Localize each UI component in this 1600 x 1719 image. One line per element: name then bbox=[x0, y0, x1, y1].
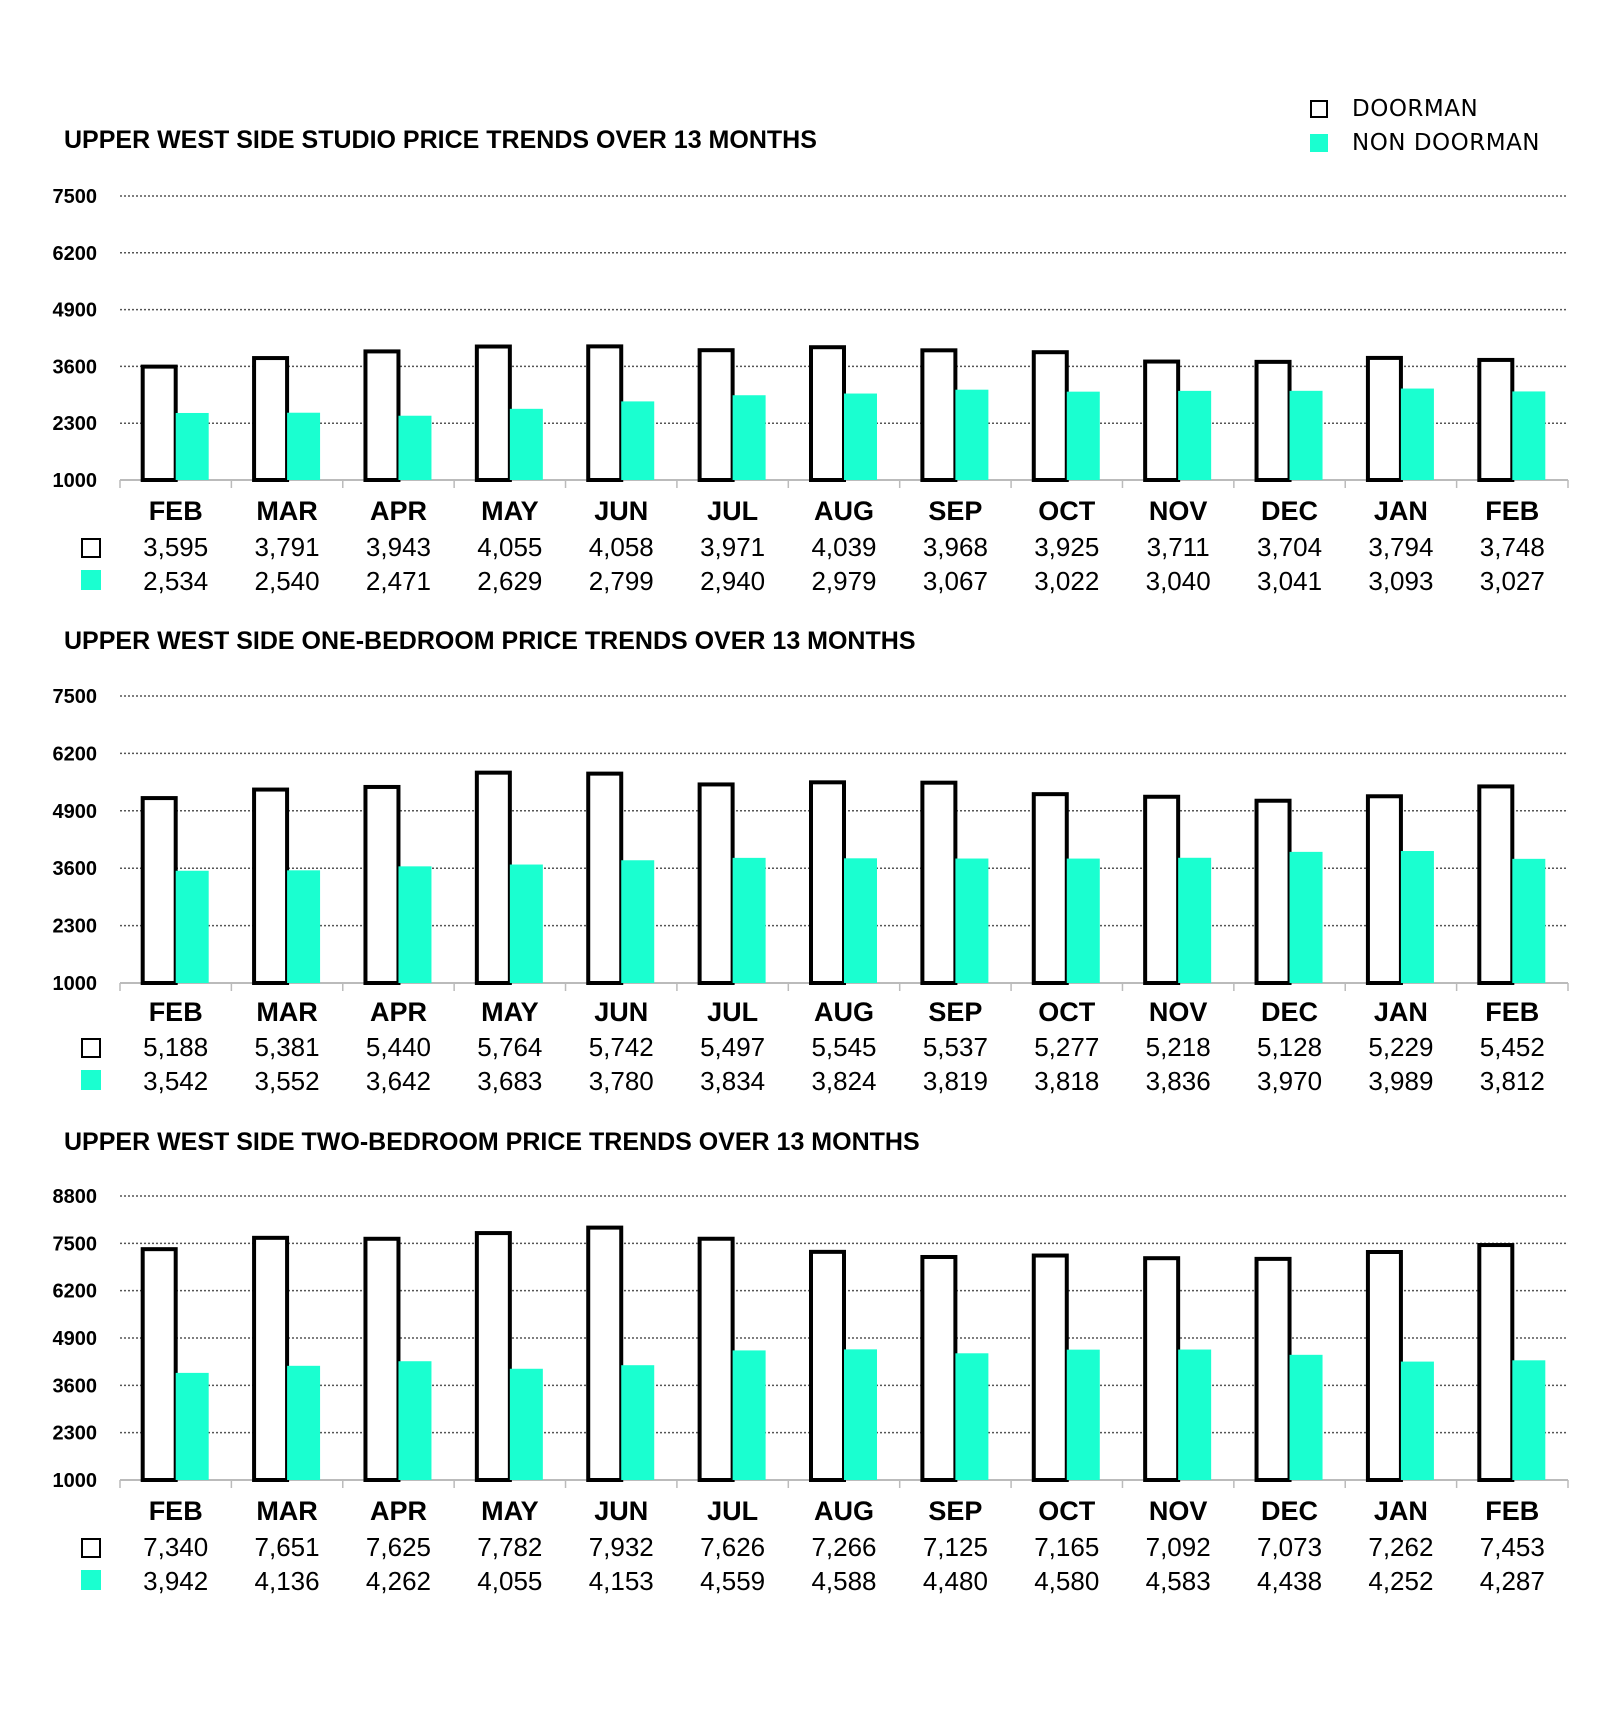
bar-doorman bbox=[1257, 801, 1290, 983]
bar-doorman bbox=[1368, 358, 1401, 480]
value-label-non-doorman: 3,818 bbox=[1034, 1066, 1100, 1096]
value-label-doorman: 5,277 bbox=[1034, 1032, 1100, 1062]
row-marker-doorman-icon bbox=[82, 539, 100, 557]
value-label-non-doorman: 2,471 bbox=[365, 566, 432, 596]
bar-doorman bbox=[365, 351, 398, 480]
value-label-doorman: 7,453 bbox=[1479, 1532, 1545, 1562]
month-label: DEC bbox=[1261, 496, 1319, 526]
bar-doorman bbox=[700, 1239, 733, 1480]
bar-non-doorman bbox=[398, 416, 431, 480]
value-label-non-doorman: 3,542 bbox=[143, 1066, 209, 1096]
value-label-doorman: 5,545 bbox=[811, 1032, 877, 1062]
value-label-doorman: 3,925 bbox=[1034, 532, 1100, 562]
bar-non-doorman bbox=[1067, 1350, 1100, 1480]
bar-doorman bbox=[811, 1252, 844, 1480]
month-label: MAY bbox=[481, 496, 539, 526]
bar-non-doorman bbox=[287, 413, 320, 480]
bar-doorman bbox=[477, 347, 510, 480]
bar-doorman bbox=[1145, 362, 1178, 480]
month-label: FEB bbox=[1485, 1496, 1540, 1526]
value-label-non-doorman: 3,040 bbox=[1145, 566, 1211, 596]
month-label: JAN bbox=[1373, 997, 1428, 1027]
y-tick-label: 6200 bbox=[52, 1280, 97, 1303]
bar-doorman bbox=[477, 773, 510, 983]
bar-doorman bbox=[922, 350, 955, 480]
month-label: MAY bbox=[481, 1496, 539, 1526]
bar-non-doorman bbox=[398, 1361, 431, 1480]
month-label: SEP bbox=[928, 1496, 983, 1526]
bar-doorman bbox=[143, 367, 176, 480]
y-tick-label: 8800 bbox=[52, 1186, 97, 1208]
value-label-non-doorman: 4,580 bbox=[1034, 1566, 1100, 1596]
y-tick-label: 7500 bbox=[52, 1233, 97, 1256]
bar-non-doorman bbox=[1178, 391, 1211, 480]
bar-non-doorman bbox=[176, 1373, 209, 1480]
bar-non-doorman bbox=[844, 858, 877, 983]
value-label-doorman: 5,742 bbox=[588, 1032, 654, 1062]
value-label-non-doorman: 3,041 bbox=[1256, 566, 1323, 596]
y-tick-label: 3600 bbox=[52, 356, 97, 379]
month-label: NOV bbox=[1148, 997, 1208, 1027]
value-label-non-doorman: 3,067 bbox=[922, 566, 988, 596]
bar-doorman bbox=[1257, 362, 1290, 480]
value-label-doorman: 3,748 bbox=[1479, 532, 1545, 562]
value-label-non-doorman: 4,262 bbox=[365, 1566, 432, 1596]
value-label-non-doorman: 4,438 bbox=[1256, 1566, 1323, 1596]
bar-non-doorman bbox=[1290, 1355, 1323, 1480]
y-tick-label: 1000 bbox=[52, 470, 97, 492]
y-tick-label: 4900 bbox=[52, 1328, 97, 1350]
bar-doorman bbox=[254, 1238, 287, 1480]
value-label-non-doorman: 4,153 bbox=[588, 1566, 654, 1596]
value-label-non-doorman: 4,559 bbox=[700, 1566, 766, 1596]
value-label-doorman: 4,058 bbox=[588, 532, 654, 562]
y-tick-label: 3600 bbox=[52, 1375, 97, 1398]
bar-doorman bbox=[588, 774, 621, 983]
bar-non-doorman bbox=[955, 1353, 988, 1480]
value-label-non-doorman: 3,942 bbox=[143, 1566, 209, 1596]
value-label-doorman: 5,537 bbox=[922, 1032, 988, 1062]
value-label-doorman: 3,595 bbox=[143, 532, 209, 562]
row-marker-non-doorman-icon bbox=[81, 570, 101, 590]
value-label-non-doorman: 3,552 bbox=[254, 1066, 320, 1096]
y-tick-label: 7500 bbox=[52, 686, 97, 708]
bar-non-doorman bbox=[844, 394, 877, 480]
value-label-non-doorman: 3,970 bbox=[1256, 1066, 1323, 1096]
y-tick-label: 2300 bbox=[52, 1422, 97, 1445]
value-label-doorman: 7,262 bbox=[1368, 1532, 1434, 1562]
row-marker-non-doorman-icon bbox=[81, 1570, 101, 1590]
y-tick-label: 6200 bbox=[52, 743, 97, 766]
value-label-doorman: 7,165 bbox=[1034, 1532, 1100, 1562]
y-tick-label: 2300 bbox=[52, 915, 97, 938]
value-label-non-doorman: 3,022 bbox=[1034, 566, 1100, 596]
chart-title-2: UPPER WEST SIDE ONE-BEDROOM PRICE TRENDS OVER 13 MONTHS bbox=[64, 627, 916, 655]
value-label-non-doorman: 4,588 bbox=[811, 1566, 877, 1596]
bar-non-doorman bbox=[1512, 1360, 1545, 1480]
bar-non-doorman bbox=[287, 1366, 320, 1480]
month-label: NOV bbox=[1148, 496, 1208, 526]
bar-non-doorman bbox=[955, 390, 988, 480]
month-label: AUG bbox=[814, 1496, 874, 1526]
month-label: FEB bbox=[148, 997, 203, 1027]
legend-label-non-doorman: NON DOORMAN bbox=[1352, 130, 1541, 156]
value-label-doorman: 3,704 bbox=[1256, 532, 1323, 562]
value-label-non-doorman: 4,480 bbox=[922, 1566, 988, 1596]
month-label: OCT bbox=[1038, 496, 1096, 526]
chart-title-3: UPPER WEST SIDE TWO-BEDROOM PRICE TRENDS OVER 13 MONTHS bbox=[64, 1128, 920, 1156]
bar-doorman bbox=[1257, 1259, 1290, 1480]
month-label: MAR bbox=[256, 997, 318, 1027]
bar-non-doorman bbox=[287, 870, 320, 983]
value-label-doorman: 7,626 bbox=[700, 1532, 766, 1562]
bar-non-doorman bbox=[844, 1349, 877, 1480]
bar-non-doorman bbox=[176, 871, 209, 983]
bar-non-doorman bbox=[621, 1365, 654, 1480]
bar-non-doorman bbox=[1401, 1362, 1434, 1480]
month-label: AUG bbox=[814, 997, 874, 1027]
value-label-doorman: 5,440 bbox=[365, 1032, 432, 1062]
value-label-doorman: 7,651 bbox=[254, 1532, 320, 1562]
value-label-doorman: 7,092 bbox=[1145, 1532, 1211, 1562]
month-label: SEP bbox=[928, 997, 983, 1027]
legend-label-doorman: DOORMAN bbox=[1352, 96, 1479, 122]
y-tick-label: 1000 bbox=[52, 1470, 97, 1492]
bar-doorman bbox=[1145, 797, 1178, 983]
value-label-non-doorman: 3,093 bbox=[1368, 566, 1434, 596]
value-label-non-doorman: 3,027 bbox=[1479, 566, 1545, 596]
value-label-non-doorman: 3,989 bbox=[1368, 1066, 1434, 1096]
value-label-non-doorman: 3,819 bbox=[922, 1066, 988, 1096]
month-label: MAR bbox=[256, 496, 318, 526]
value-label-non-doorman: 3,683 bbox=[477, 1066, 543, 1096]
value-label-doorman: 7,266 bbox=[811, 1532, 877, 1562]
value-label-doorman: 3,943 bbox=[365, 532, 432, 562]
y-tick-label: 6200 bbox=[52, 242, 97, 265]
bar-doorman bbox=[1034, 352, 1067, 480]
bar-non-doorman bbox=[733, 1350, 766, 1480]
bar-doorman bbox=[811, 782, 844, 983]
value-label-non-doorman: 3,642 bbox=[365, 1066, 432, 1096]
month-label: SEP bbox=[928, 496, 983, 526]
bar-doorman bbox=[365, 787, 398, 983]
bar-non-doorman bbox=[621, 401, 654, 480]
bar-non-doorman bbox=[510, 865, 543, 983]
value-label-doorman: 5,452 bbox=[1479, 1032, 1545, 1062]
value-label-non-doorman: 3,812 bbox=[1479, 1066, 1545, 1096]
bar-doorman bbox=[1479, 786, 1512, 983]
bar-non-doorman bbox=[1178, 1350, 1211, 1480]
bar-non-doorman bbox=[1178, 858, 1211, 983]
y-tick-label: 2300 bbox=[52, 413, 97, 436]
value-label-non-doorman: 2,534 bbox=[143, 566, 209, 596]
bar-non-doorman bbox=[955, 859, 988, 983]
value-label-doorman: 5,381 bbox=[254, 1032, 320, 1062]
value-label-non-doorman: 3,836 bbox=[1145, 1066, 1211, 1096]
bar-doorman bbox=[1368, 796, 1401, 983]
month-label: FEB bbox=[1485, 997, 1540, 1027]
bar-doorman bbox=[143, 798, 176, 983]
month-label: DEC bbox=[1261, 1496, 1319, 1526]
month-label: NOV bbox=[1148, 1496, 1208, 1526]
value-label-non-doorman: 4,252 bbox=[1368, 1566, 1434, 1596]
bar-doorman bbox=[700, 784, 733, 983]
value-label-doorman: 5,128 bbox=[1256, 1032, 1323, 1062]
month-label: JUL bbox=[707, 1496, 759, 1526]
bar-non-doorman bbox=[1067, 392, 1100, 480]
month-label: OCT bbox=[1038, 1496, 1096, 1526]
bar-doorman bbox=[143, 1249, 176, 1480]
bar-doorman bbox=[700, 350, 733, 480]
bar-doorman bbox=[588, 1228, 621, 1480]
value-label-non-doorman: 4,055 bbox=[477, 1566, 543, 1596]
month-label: JUL bbox=[707, 496, 759, 526]
month-label: JUN bbox=[594, 997, 649, 1027]
value-label-doorman: 3,711 bbox=[1146, 532, 1210, 562]
value-label-non-doorman: 4,583 bbox=[1145, 1566, 1211, 1596]
bar-non-doorman bbox=[1512, 391, 1545, 480]
bar-non-doorman bbox=[1401, 851, 1434, 983]
bar-non-doorman bbox=[733, 858, 766, 983]
value-label-doorman: 7,625 bbox=[365, 1532, 432, 1562]
value-label-doorman: 7,125 bbox=[922, 1532, 988, 1562]
bar-doorman bbox=[1034, 1256, 1067, 1480]
value-label-doorman: 7,932 bbox=[588, 1532, 654, 1562]
y-tick-label: 4900 bbox=[52, 800, 97, 823]
value-label-doorman: 7,340 bbox=[143, 1532, 209, 1562]
value-label-non-doorman: 3,834 bbox=[700, 1066, 766, 1096]
bar-doorman bbox=[1034, 794, 1067, 983]
month-label: JAN bbox=[1373, 496, 1428, 526]
value-label-doorman: 5,764 bbox=[477, 1032, 543, 1062]
value-label-non-doorman: 2,979 bbox=[811, 566, 877, 596]
month-label: MAR bbox=[256, 1496, 318, 1526]
value-label-doorman: 3,968 bbox=[922, 532, 988, 562]
bar-doorman bbox=[922, 1257, 955, 1480]
bar-doorman bbox=[1479, 360, 1512, 480]
bar-doorman bbox=[811, 347, 844, 480]
month-label: APR bbox=[369, 997, 427, 1027]
row-marker-doorman-icon bbox=[82, 1539, 100, 1557]
bar-non-doorman bbox=[1067, 859, 1100, 983]
bar-non-doorman bbox=[176, 413, 209, 480]
y-tick-label: 7500 bbox=[52, 186, 97, 208]
value-label-non-doorman: 2,940 bbox=[700, 566, 766, 596]
bar-doorman bbox=[477, 1233, 510, 1480]
month-label: JUN bbox=[594, 1496, 649, 1526]
chart-title-1: UPPER WEST SIDE STUDIO PRICE TRENDS OVER 13 MONTHS bbox=[64, 126, 817, 154]
value-label-non-doorman: 4,287 bbox=[1479, 1566, 1545, 1596]
month-label: JUN bbox=[594, 496, 649, 526]
y-tick-label: 4900 bbox=[52, 299, 97, 322]
month-label: JAN bbox=[1373, 1496, 1428, 1526]
value-label-doorman: 7,073 bbox=[1256, 1532, 1323, 1562]
month-label: AUG bbox=[814, 496, 874, 526]
month-label: FEB bbox=[148, 1496, 203, 1526]
value-label-doorman: 3,971 bbox=[700, 532, 766, 562]
bar-non-doorman bbox=[1290, 391, 1323, 480]
bar-doorman bbox=[365, 1239, 398, 1480]
value-label-doorman: 5,218 bbox=[1145, 1032, 1211, 1062]
value-label-non-doorman: 4,136 bbox=[254, 1566, 320, 1596]
value-label-doorman: 5,229 bbox=[1368, 1032, 1434, 1062]
bar-non-doorman bbox=[1512, 859, 1545, 983]
month-label: MAY bbox=[481, 997, 539, 1027]
bar-non-doorman bbox=[733, 395, 766, 480]
bar-doorman bbox=[1145, 1258, 1178, 1480]
value-label-non-doorman: 2,799 bbox=[588, 566, 654, 596]
bar-doorman bbox=[1368, 1252, 1401, 1480]
row-marker-doorman-icon bbox=[82, 1039, 100, 1057]
value-label-doorman: 3,791 bbox=[254, 532, 320, 562]
bar-doorman bbox=[1479, 1245, 1512, 1480]
bar-non-doorman bbox=[398, 866, 431, 983]
bar-non-doorman bbox=[621, 860, 654, 983]
month-label: APR bbox=[369, 496, 427, 526]
bar-non-doorman bbox=[1401, 389, 1434, 480]
y-tick-label: 3600 bbox=[52, 858, 97, 881]
bar-doorman bbox=[922, 783, 955, 983]
value-label-non-doorman: 3,824 bbox=[811, 1066, 877, 1096]
value-label-non-doorman: 2,629 bbox=[477, 566, 543, 596]
month-label: JUL bbox=[707, 997, 759, 1027]
bar-non-doorman bbox=[510, 409, 543, 480]
bar-doorman bbox=[588, 346, 621, 480]
bar-doorman bbox=[254, 358, 287, 480]
month-label: OCT bbox=[1038, 997, 1096, 1027]
y-tick-label: 1000 bbox=[52, 973, 97, 995]
month-label: APR bbox=[369, 1496, 427, 1526]
row-marker-non-doorman-icon bbox=[81, 1070, 101, 1090]
bar-non-doorman bbox=[1290, 852, 1323, 983]
value-label-non-doorman: 3,780 bbox=[588, 1066, 654, 1096]
month-label: DEC bbox=[1261, 997, 1319, 1027]
bar-non-doorman bbox=[510, 1369, 543, 1480]
value-label-doorman: 5,497 bbox=[700, 1032, 766, 1062]
month-label: FEB bbox=[148, 496, 203, 526]
bar-doorman bbox=[254, 790, 287, 983]
value-label-non-doorman: 2,540 bbox=[254, 566, 320, 596]
value-label-doorman: 4,055 bbox=[477, 532, 543, 562]
value-label-doorman: 5,188 bbox=[143, 1032, 209, 1062]
month-label: FEB bbox=[1485, 496, 1540, 526]
value-label-doorman: 4,039 bbox=[811, 532, 877, 562]
value-label-doorman: 7,782 bbox=[477, 1532, 543, 1562]
value-label-doorman: 3,794 bbox=[1368, 532, 1434, 562]
